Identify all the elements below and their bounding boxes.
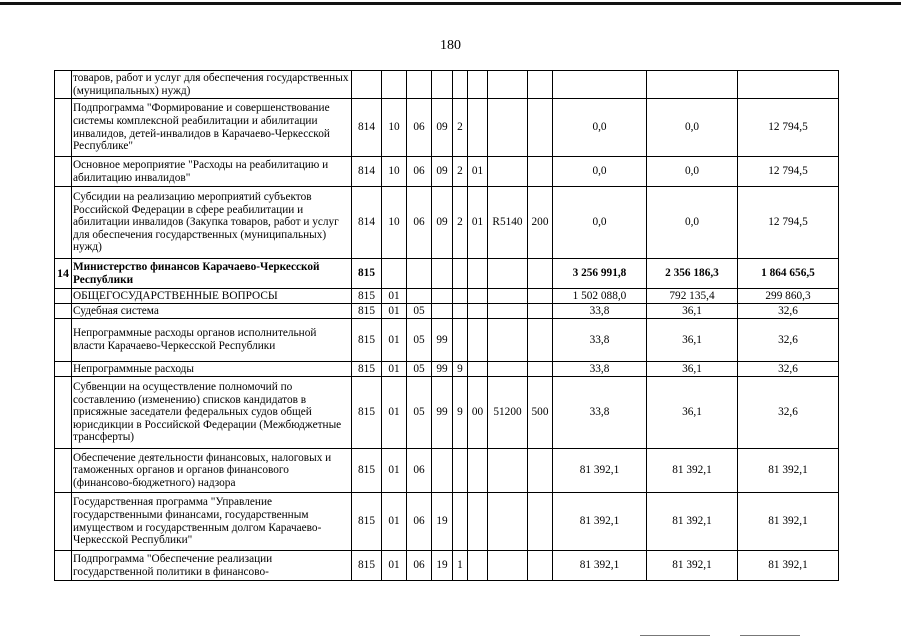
subsection-code: 05 bbox=[407, 362, 432, 377]
main-event-code bbox=[468, 449, 488, 493]
table-row bbox=[55, 493, 839, 551]
amount-year-1: 3 256 991,8 bbox=[553, 259, 647, 289]
table-row bbox=[55, 187, 839, 259]
expense-type-code bbox=[528, 99, 553, 157]
subprogram-code bbox=[453, 493, 468, 551]
row-number bbox=[55, 362, 72, 377]
row-number bbox=[55, 377, 72, 449]
subprogram-code bbox=[453, 449, 468, 493]
program-code: 09 bbox=[432, 157, 453, 187]
amount-year-1: 81 392,1 bbox=[553, 551, 647, 581]
row-name: Субвенции на осуществление полномочий по составлению (изменению) списков кандидатов в присяжные заседатели федеральных судов общей юрисдикции в Российской Федерации (Межбюджетные трансферты) bbox=[72, 377, 352, 449]
table-row bbox=[55, 259, 839, 289]
row-number bbox=[55, 493, 72, 551]
amount-year-2: 36,1 bbox=[647, 319, 738, 362]
amount-year-1: 33,8 bbox=[553, 362, 647, 377]
row-name: Обеспечение деятельности финансовых, налоговых и таможенных органов и органов финансового (финансово-бюджетного) надзора bbox=[72, 449, 352, 493]
subprogram-code: 9 bbox=[453, 377, 468, 449]
section-code: 10 bbox=[382, 99, 407, 157]
direction-code bbox=[488, 319, 528, 362]
row-number bbox=[55, 304, 72, 319]
amount-year-2: 0,0 bbox=[647, 157, 738, 187]
section-code: 10 bbox=[382, 187, 407, 259]
amount-year-2: 81 392,1 bbox=[647, 449, 738, 493]
main-event-code bbox=[468, 71, 488, 99]
row-number bbox=[55, 319, 72, 362]
amount-year-1: 33,8 bbox=[553, 377, 647, 449]
main-event-code bbox=[468, 259, 488, 289]
amount-year-1: 81 392,1 bbox=[553, 493, 647, 551]
subprogram-code: 2 bbox=[453, 99, 468, 157]
amount-year-2: 36,1 bbox=[647, 377, 738, 449]
row-name: Субсидии на реализацию мероприятий субъектов Российской Федерации в сфере реабилитации и абилитации инвалидов (Закупка товаров, работ и услуг для обеспечения государственных (муниципальных) нужд) bbox=[72, 187, 352, 259]
admin-code: 815 bbox=[352, 449, 382, 493]
amount-year-2: 0,0 bbox=[647, 99, 738, 157]
table-row bbox=[55, 157, 839, 187]
amount-year-3: 32,6 bbox=[738, 304, 839, 319]
table-row bbox=[55, 377, 839, 449]
main-event-code bbox=[468, 551, 488, 581]
section-code: 01 bbox=[382, 449, 407, 493]
admin-code: 815 bbox=[352, 551, 382, 581]
table-row bbox=[55, 551, 839, 581]
subprogram-code: 2 bbox=[453, 187, 468, 259]
section-code: 01 bbox=[382, 377, 407, 449]
row-number bbox=[55, 449, 72, 493]
row-number: 14 bbox=[55, 259, 72, 289]
section-code bbox=[382, 71, 407, 99]
row-number bbox=[55, 99, 72, 157]
main-event-code: 00 bbox=[468, 377, 488, 449]
amount-year-1: 33,8 bbox=[553, 319, 647, 362]
section-code: 01 bbox=[382, 319, 407, 362]
program-code: 99 bbox=[432, 319, 453, 362]
section-code: 01 bbox=[382, 362, 407, 377]
amount-year-3: 81 392,1 bbox=[738, 493, 839, 551]
admin-code: 815 bbox=[352, 493, 382, 551]
row-number bbox=[55, 551, 72, 581]
top-border-line bbox=[0, 2, 901, 5]
amount-year-2: 36,1 bbox=[647, 362, 738, 377]
main-event-code bbox=[468, 99, 488, 157]
main-event-code bbox=[468, 319, 488, 362]
amount-year-1: 0,0 bbox=[553, 157, 647, 187]
direction-code bbox=[488, 362, 528, 377]
admin-code: 815 bbox=[352, 362, 382, 377]
main-event-code bbox=[468, 304, 488, 319]
expense-type-code: 500 bbox=[528, 377, 553, 449]
admin-code: 814 bbox=[352, 99, 382, 157]
budget-table bbox=[54, 70, 839, 581]
bottom-scan-mark bbox=[640, 635, 710, 636]
program-code: 09 bbox=[432, 99, 453, 157]
subsection-code: 06 bbox=[407, 551, 432, 581]
program-code: 99 bbox=[432, 377, 453, 449]
amount-year-1 bbox=[553, 71, 647, 99]
amount-year-3 bbox=[738, 71, 839, 99]
direction-code bbox=[488, 259, 528, 289]
table-row bbox=[55, 71, 839, 99]
table-row bbox=[55, 99, 839, 157]
expense-type-code bbox=[528, 362, 553, 377]
bottom-scan-mark bbox=[740, 635, 800, 636]
expense-type-code bbox=[528, 259, 553, 289]
expense-type-code bbox=[528, 157, 553, 187]
table-row bbox=[55, 304, 839, 319]
row-name: ОБЩЕГОСУДАРСТВЕННЫЕ ВОПРОСЫ bbox=[72, 289, 352, 304]
row-name: Непрограммные расходы органов исполнительной власти Карачаево-Черкесской Республики bbox=[72, 319, 352, 362]
amount-year-1: 33,8 bbox=[553, 304, 647, 319]
row-name: Судебная система bbox=[72, 304, 352, 319]
expense-type-code bbox=[528, 449, 553, 493]
subsection-code bbox=[407, 71, 432, 99]
table-row bbox=[55, 319, 839, 362]
program-code: 09 bbox=[432, 187, 453, 259]
subprogram-code bbox=[453, 319, 468, 362]
amount-year-3: 1 864 656,5 bbox=[738, 259, 839, 289]
expense-type-code bbox=[528, 289, 553, 304]
expense-type-code: 200 bbox=[528, 187, 553, 259]
subsection-code: 06 bbox=[407, 449, 432, 493]
amount-year-1: 0,0 bbox=[553, 187, 647, 259]
expense-type-code bbox=[528, 304, 553, 319]
subsection-code: 05 bbox=[407, 377, 432, 449]
direction-code bbox=[488, 449, 528, 493]
admin-code: 815 bbox=[352, 319, 382, 362]
row-name: Министерство финансов Карачаево-Черкесской Республики bbox=[72, 259, 352, 289]
direction-code bbox=[488, 551, 528, 581]
program-code: 19 bbox=[432, 493, 453, 551]
amount-year-3: 12 794,5 bbox=[738, 99, 839, 157]
subprogram-code: 1 bbox=[453, 551, 468, 581]
subsection-code: 06 bbox=[407, 99, 432, 157]
row-number bbox=[55, 157, 72, 187]
direction-code bbox=[488, 289, 528, 304]
direction-code: 51200 bbox=[488, 377, 528, 449]
expense-type-code bbox=[528, 71, 553, 99]
amount-year-2: 0,0 bbox=[647, 187, 738, 259]
subsection-code: 06 bbox=[407, 187, 432, 259]
subprogram-code: 9 bbox=[453, 362, 468, 377]
direction-code bbox=[488, 304, 528, 319]
amount-year-3: 32,6 bbox=[738, 362, 839, 377]
admin-code: 815 bbox=[352, 304, 382, 319]
row-number bbox=[55, 187, 72, 259]
section-code: 01 bbox=[382, 493, 407, 551]
row-name: Основное мероприятие "Расходы на реабилитацию и абилитацию инвалидов" bbox=[72, 157, 352, 187]
program-code bbox=[432, 289, 453, 304]
amount-year-3: 81 392,1 bbox=[738, 551, 839, 581]
amount-year-3: 32,6 bbox=[738, 377, 839, 449]
section-code: 01 bbox=[382, 304, 407, 319]
subsection-code bbox=[407, 259, 432, 289]
row-name: Подпрограмма "Формирование и совершенствование системы комплексной реабилитации и абилитации инвалидов, детей-инвалидов в Карачаево-Черкесской Республике" bbox=[72, 99, 352, 157]
amount-year-2: 36,1 bbox=[647, 304, 738, 319]
row-name: Подпрограмма "Обеспечение реализации государственной политики в финансово- bbox=[72, 551, 352, 581]
amount-year-1: 1 502 088,0 bbox=[553, 289, 647, 304]
amount-year-1: 81 392,1 bbox=[553, 449, 647, 493]
main-event-code: 01 bbox=[468, 187, 488, 259]
table-row bbox=[55, 289, 839, 304]
main-event-code bbox=[468, 493, 488, 551]
direction-code bbox=[488, 493, 528, 551]
expense-type-code bbox=[528, 493, 553, 551]
row-number bbox=[55, 71, 72, 99]
row-number bbox=[55, 289, 72, 304]
subprogram-code: 2 bbox=[453, 157, 468, 187]
amount-year-3: 81 392,1 bbox=[738, 449, 839, 493]
subsection-code: 06 bbox=[407, 493, 432, 551]
page-number: 180 bbox=[440, 38, 461, 53]
direction-code: R5140 bbox=[488, 187, 528, 259]
amount-year-3: 32,6 bbox=[738, 319, 839, 362]
section-code: 01 bbox=[382, 551, 407, 581]
amount-year-3: 12 794,5 bbox=[738, 157, 839, 187]
admin-code: 814 bbox=[352, 187, 382, 259]
direction-code bbox=[488, 71, 528, 99]
main-event-code bbox=[468, 362, 488, 377]
table-row bbox=[55, 362, 839, 377]
row-name: Государственная программа "Управление государственными финансами, государственным имуществом и государственным долгом Карачаево-Черкесской Республики" bbox=[72, 493, 352, 551]
program-code bbox=[432, 259, 453, 289]
direction-code bbox=[488, 157, 528, 187]
amount-year-1: 0,0 bbox=[553, 99, 647, 157]
amount-year-2 bbox=[647, 71, 738, 99]
expense-type-code bbox=[528, 551, 553, 581]
program-code bbox=[432, 71, 453, 99]
direction-code bbox=[488, 99, 528, 157]
program-code bbox=[432, 304, 453, 319]
main-event-code: 01 bbox=[468, 157, 488, 187]
section-code: 10 bbox=[382, 157, 407, 187]
amount-year-3: 299 860,3 bbox=[738, 289, 839, 304]
subprogram-code bbox=[453, 71, 468, 99]
amount-year-2: 81 392,1 bbox=[647, 551, 738, 581]
admin-code bbox=[352, 71, 382, 99]
program-code bbox=[432, 449, 453, 493]
subprogram-code bbox=[453, 304, 468, 319]
subprogram-code bbox=[453, 289, 468, 304]
subsection-code: 06 bbox=[407, 157, 432, 187]
subprogram-code bbox=[453, 259, 468, 289]
subsection-code bbox=[407, 289, 432, 304]
expense-type-code bbox=[528, 319, 553, 362]
section-code bbox=[382, 259, 407, 289]
amount-year-3: 12 794,5 bbox=[738, 187, 839, 259]
program-code: 99 bbox=[432, 362, 453, 377]
row-name: товаров, работ и услуг для обеспечения государственных (муниципальных) нужд) bbox=[72, 71, 352, 99]
main-event-code bbox=[468, 289, 488, 304]
row-name: Непрограммные расходы bbox=[72, 362, 352, 377]
admin-code: 814 bbox=[352, 157, 382, 187]
section-code: 01 bbox=[382, 289, 407, 304]
amount-year-2: 792 135,4 bbox=[647, 289, 738, 304]
admin-code: 815 bbox=[352, 289, 382, 304]
admin-code: 815 bbox=[352, 259, 382, 289]
subsection-code: 05 bbox=[407, 319, 432, 362]
subsection-code: 05 bbox=[407, 304, 432, 319]
table-row bbox=[55, 449, 839, 493]
amount-year-2: 2 356 186,3 bbox=[647, 259, 738, 289]
amount-year-2: 81 392,1 bbox=[647, 493, 738, 551]
program-code: 19 bbox=[432, 551, 453, 581]
admin-code: 815 bbox=[352, 377, 382, 449]
